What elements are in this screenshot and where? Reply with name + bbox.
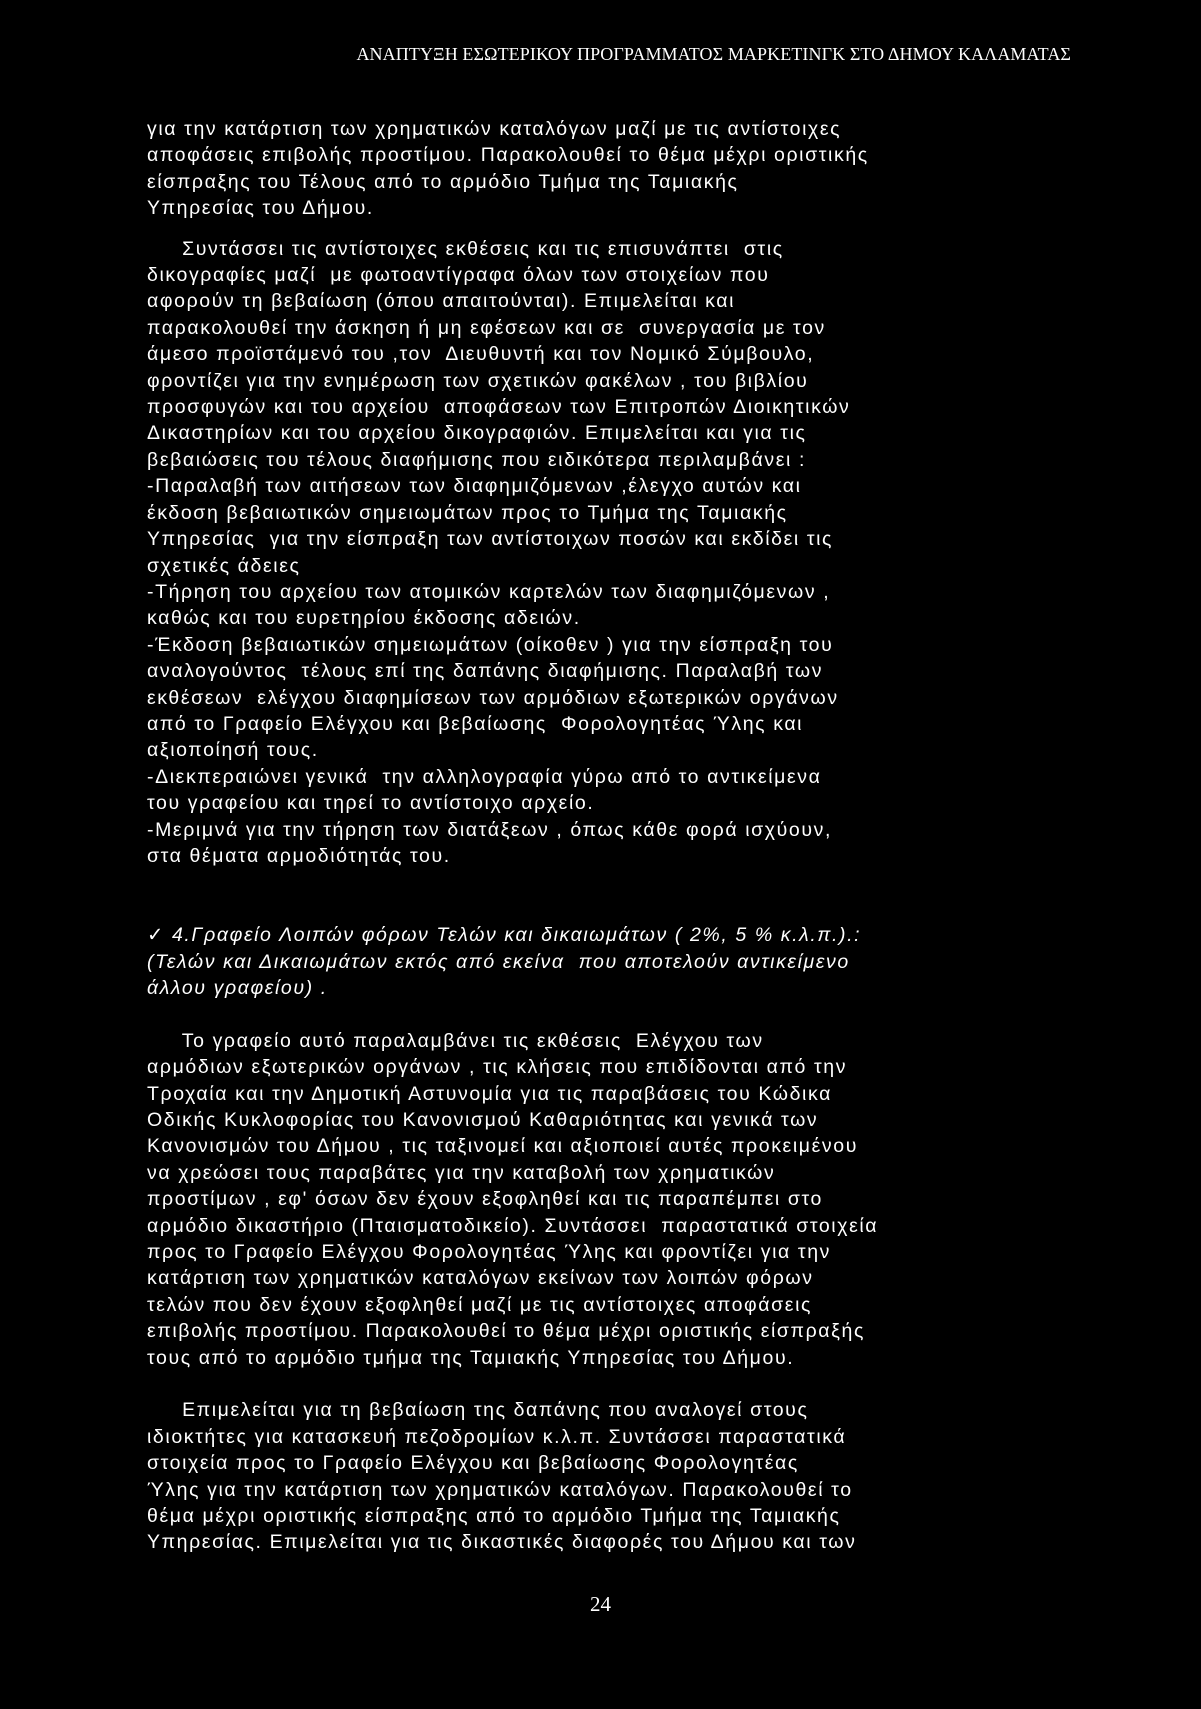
text-line: αποφάσεις επιβολής προστίμου. Παρακολουθεί το θέμα μέχρι οριστικής — [147, 144, 869, 167]
page-number: 24 — [590, 1592, 611, 1616]
text-line: Τροχαία και την Δημοτική Αστυνομία για τις παραβάσεις του Κώδικα — [147, 1082, 832, 1105]
text-line: επιβολής προστίμου. Παρακολουθεί το θέμα μέχρι οριστικής είσπραξής — [147, 1320, 865, 1343]
text-line: Ύλης για την κατάρτιση των χρηματικών καταλόγων. Παρακολουθεί το — [147, 1478, 853, 1501]
text-line: Υπηρεσίας. Επιμελείται για τις δικαστικές διαφορές του Δήμου και των — [147, 1531, 857, 1554]
text-line: είσπραξης του Τέλους από το αρμόδιο Τμήμα της Ταμιακής — [147, 170, 739, 193]
text-line: αρμόδιων εξωτερικών οργάνων , τις κλήσεις που επιδίδονται από την — [147, 1056, 848, 1079]
section-heading — [147, 922, 1067, 1001]
heading-line: άλλου γραφείου) . — [147, 976, 328, 999]
text-line: Οδικής Κυκλοφορίας του Κανονισμού Καθαριότητας και γενικά των — [147, 1108, 819, 1131]
text-line: προσφυγών και του αρχείου αποφάσεων των Επιτροπών Διοικητικών — [147, 396, 851, 419]
text-line: θέμα μέχρι οριστικής είσπραξης από το αρμόδιο Τμήμα της Ταμιακής — [147, 1505, 841, 1528]
text-line: Κανονισμών του Δήμου , τις ταξινομεί και αξιοποιεί αυτές προκειμένου — [147, 1135, 858, 1158]
text-line: του γραφείου και τηρεί το αντίστοιχο αρχείο. — [147, 792, 595, 815]
text-line: τελών που δεν έχουν εξοφληθεί μαζί με τις αντίστοιχες αποφάσεις — [147, 1293, 813, 1316]
text-line: Επιμελείται για τη βεβαίωση της δαπάνης που αναλογεί στους — [147, 1399, 809, 1422]
text-line: καθώς και του ευρετηρίου έκδοσης αδειών. — [147, 607, 581, 630]
text-line: προστίμων , εφ' όσων δεν έχουν εξοφληθεί και τις παραπέμπει στο — [147, 1188, 823, 1211]
text-line: αξιοποίησή τους. — [147, 739, 319, 762]
page-header: ΑΝΑΠΤΥΞΗ ΕΣΩΤΕΡΙΚΟΥ ΠΡΟΓΡΑΜΜΑΤΟΣ ΜΑΡΚΕΤΙΝΓΚ ΣΤΟ ΔΗΜΟΥ ΚΑΛΑΜΑΤΑΣ — [356, 44, 1071, 64]
heading-line: (Τελών και Δικαιωμάτων εκτός από εκείνα που αποτελούν αντικείμενο — [147, 950, 850, 973]
document-body — [147, 116, 1067, 1556]
text-line: σχετικές άδειες — [147, 554, 301, 577]
text-line: αρμόδιο δικαστήριο (Πταισματοδικείο). Συντάσσει παραστατικά στοιχεία — [147, 1214, 879, 1237]
text-line: φροντίζει για την ενημέρωση των σχετικών φακέλων , του βιβλίου — [147, 369, 809, 392]
text-line: για την κατάρτιση των χρηματικών καταλόγων μαζί με τις αντίστοιχες — [147, 118, 842, 140]
heading-line: ✓ 4.Γραφείο Λοιπών φόρων Τελών και δικαιωμάτων ( 2%, 5 % κ.λ.π.).: — [147, 924, 862, 947]
text-line: εκθέσεων ελέγχου διαφημίσεων των αρμόδιων εξωτερικών οργάνων — [147, 686, 839, 709]
text-line: άμεσο προϊστάμενό του ,τον Διευθυντή και τον Νομικό Σύμβουλο, — [147, 343, 815, 366]
text-line: αναλογούντος τέλους επί της δαπάνης διαφήμισης. Παραλαβή των — [147, 660, 824, 683]
text-line: -Τήρηση του αρχείου των ατομικών καρτελών των διαφημιζόμενων , — [147, 580, 831, 603]
text-line: κατάρτιση των χρηματικών καταλόγων εκείνων των λοιπών φόρων — [147, 1267, 814, 1290]
text-line: Δικαστηρίων και του αρχείου δικογραφιών. Επιμελείται και για τις — [147, 422, 807, 445]
text-line: -Έκδοση βεβαιωτικών σημειωμάτων (οίκοθεν ) για την είσπραξη του — [147, 633, 834, 656]
text-line: Υπηρεσίας του Δήμου. — [147, 197, 374, 220]
paragraph-4 — [147, 1397, 1067, 1555]
text-line: Συντάσσει τις αντίστοιχες εκθέσεις και τις επισυνάπτει στις — [147, 237, 784, 260]
paragraph-1 — [147, 116, 1067, 222]
text-line: προς το Γραφείο Ελέγχου Φορολογητέας Ύλης και φροντίζει για την — [147, 1241, 832, 1264]
text-line: -Μεριμνά για την τήρηση των διατάξεων , όπως κάθε φορά ισχύουν, — [147, 818, 832, 841]
text-line: να χρεώσει τους παραβάτες για την καταβολή των χρηματικών — [147, 1161, 776, 1184]
text-line: Το γραφείο αυτό παραλαμβάνει τις εκθέσεις Ελέγχου των — [147, 1029, 764, 1052]
text-line: δικογραφίες μαζί με φωτοαντίγραφα όλων των στοιχείων που — [147, 264, 770, 287]
text-line: τους από το αρμόδιο τμήμα της Ταμιακής Υπηρεσίας του Δήμου. — [147, 1346, 795, 1369]
text-line: Υπηρεσίας για την είσπραξη των αντίστοιχων ποσών και εκδίδει τις — [147, 528, 834, 551]
text-line: έκδοση βεβαιωτικών σημειωμάτων προς το Τμήμα της Ταμιακής — [147, 501, 788, 524]
text-line: -Διεκπεραιώνει γενικά την αλληλογραφία γύρω από το αντικείμενα — [147, 765, 822, 788]
text-line: στοιχεία προς το Γραφείο Ελέγχου και βεβαίωσης Φορολογητέας — [147, 1452, 799, 1475]
paragraph-2 — [147, 236, 1067, 870]
paragraph-3 — [147, 1028, 1067, 1371]
text-line: παρακολουθεί την άσκηση ή μη εφέσεων και σε συνεργασία με τον — [147, 316, 826, 339]
text-line: αφορούν τη βεβαίωση (όπου απαιτούνται). Επιμελείται και — [147, 290, 736, 313]
text-line: στα θέματα αρμοδιότητάς του. — [147, 844, 451, 867]
text-line: βεβαιώσεις του τέλους διαφήμισης που ειδικότερα περιλαμβάνει : — [147, 448, 806, 471]
text-line: ιδιοκτήτες για κατασκευή πεζοδρομίων κ.λ.π. Συντάσσει παραστατικά — [147, 1425, 847, 1448]
text-line: -Παραλαβή των αιτήσεων των διαφημιζόμενων ,έλεγχο αυτών και — [147, 475, 802, 498]
text-line: από το Γραφείο Ελέγχου και βεβαίωσης Φορολογητέας Ύλης και — [147, 712, 804, 735]
